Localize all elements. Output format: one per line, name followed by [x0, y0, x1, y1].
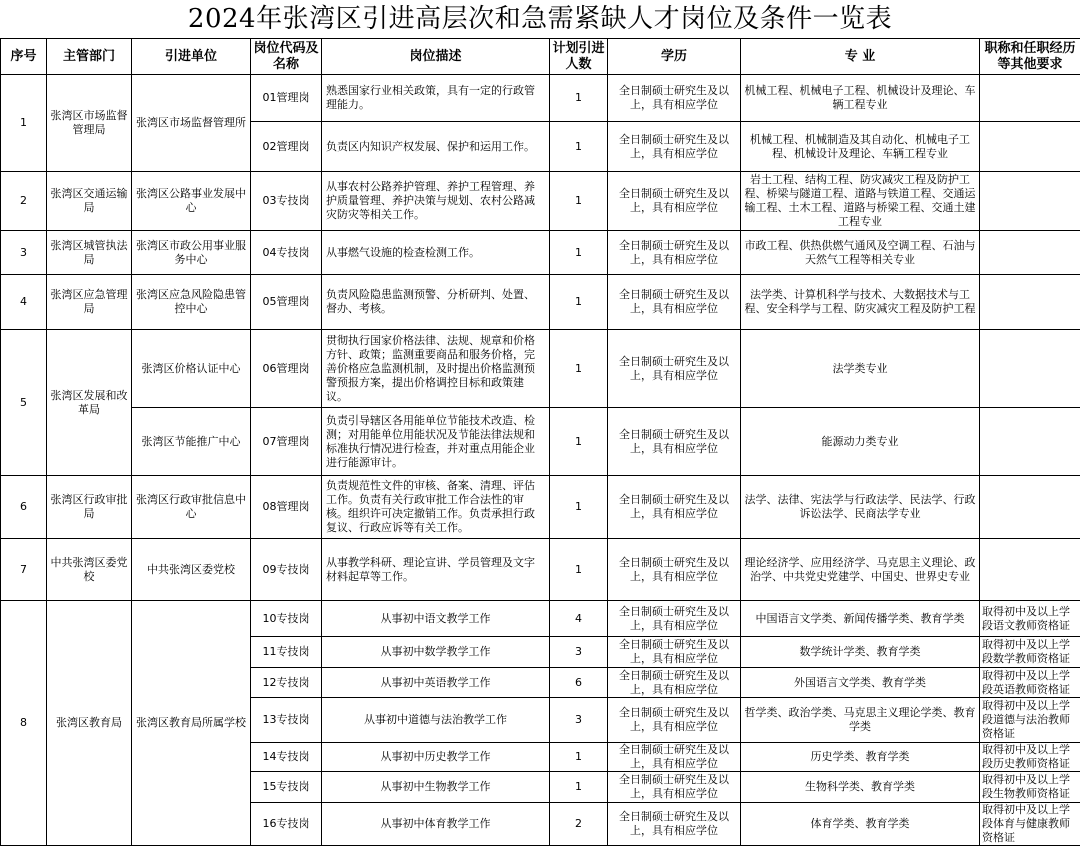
- desc-cell: 从事教学科研、理论宣讲、学员管理及文字材料起草等工作。: [322, 539, 550, 601]
- desc-cell: 从事初中道德与法治教学工作: [322, 698, 550, 743]
- edu-cell: 全日制硕士研究生及以上，具有相应学位: [608, 476, 741, 539]
- req-cell: [980, 275, 1080, 330]
- req-cell: 取得初中及以上学段生物教师资格证: [980, 772, 1080, 803]
- edu-cell: 全日制硕士研究生及以上，具有相应学位: [608, 231, 741, 275]
- col-header-dept: 主管部门: [47, 39, 132, 75]
- unit-cell: 张湾区市政公用事业服务中心: [132, 231, 251, 275]
- count-cell: 1: [550, 275, 608, 330]
- edu-cell: 全日制硕士研究生及以上，具有相应学位: [608, 172, 741, 231]
- post-cell: 13专技岗: [251, 698, 322, 743]
- count-cell: 1: [550, 330, 608, 408]
- major-cell: 市政工程、供热供燃气通风及空调工程、石油与天然气工程等相关专业: [741, 231, 980, 275]
- post-cell: 14专技岗: [251, 743, 322, 772]
- unit-cell: 张湾区节能推广中心: [132, 408, 251, 476]
- desc-cell: 负责区内知识产权发展、保护和运用工作。: [322, 122, 550, 172]
- count-cell: 4: [550, 601, 608, 637]
- major-cell: 机械工程、机械制造及其自动化、机械电子工程、机械设计及理论、车辆工程专业: [741, 122, 980, 172]
- table-row: [1, 231, 1080, 275]
- req-cell: 取得初中及以上学段语文教师资格证: [980, 601, 1080, 637]
- count-cell: 1: [550, 122, 608, 172]
- seq-cell: 7: [1, 539, 47, 601]
- seq-cell: 1: [1, 75, 47, 172]
- req-cell: 取得初中及以上学段道德与法治教师资格证: [980, 698, 1080, 743]
- desc-cell: 从事燃气设施的检查检测工作。: [322, 231, 550, 275]
- desc-cell: 负责风险隐患监测预警、分析研判、处置、督办、考核。: [322, 275, 550, 330]
- desc-cell: 贯彻执行国家价格法律、法规、规章和价格方针、政策；监测重要商品和服务价格，完善价格应急监测机制，及时提出价格监测预警预报方案，提出价格调控目标和政策建议。: [322, 330, 550, 408]
- dept-cell: 张湾区行政审批局: [47, 476, 132, 539]
- edu-cell: 全日制硕士研究生及以上，具有相应学位: [608, 601, 741, 637]
- edu-cell: 全日制硕士研究生及以上，具有相应学位: [608, 75, 741, 122]
- count-cell: 1: [550, 231, 608, 275]
- edu-cell: 全日制硕士研究生及以上，具有相应学位: [608, 803, 741, 846]
- req-cell: [980, 408, 1080, 476]
- edu-cell: 全日制硕士研究生及以上，具有相应学位: [608, 772, 741, 803]
- col-header-major: 专 业: [741, 39, 980, 75]
- post-cell: 12专技岗: [251, 668, 322, 698]
- unit-cell: 中共张湾区委党校: [132, 539, 251, 601]
- edu-cell: 全日制硕士研究生及以上，具有相应学位: [608, 408, 741, 476]
- count-cell: 3: [550, 698, 608, 743]
- dept-cell: 张湾区应急管理局: [47, 275, 132, 330]
- post-cell: 11专技岗: [251, 637, 322, 668]
- dept-cell: 中共张湾区委党校: [47, 539, 132, 601]
- count-cell: 1: [550, 743, 608, 772]
- table-row: [1, 330, 1080, 408]
- desc-cell: 从事初中历史教学工作: [322, 743, 550, 772]
- unit-cell: 张湾区行政审批信息中心: [132, 476, 251, 539]
- req-cell: [980, 122, 1080, 172]
- post-cell: 01管理岗: [251, 75, 322, 122]
- seq-cell: 6: [1, 476, 47, 539]
- major-cell: 生物科学类、教育学类: [741, 772, 980, 803]
- desc-cell: 负责规范性文件的审核、备案、清理、评估工作。负责有关行政审批工作合法性的审核。组织许可决定撤销工作。负责承担行政复议、行政应诉等有关工作。: [322, 476, 550, 539]
- count-cell: 1: [550, 539, 608, 601]
- desc-cell: 负责引导辖区各用能单位节能技术改造、检测；对用能单位用能状况及节能法律法规和标准执行情况进行检查，并对重点用能企业进行能源审计。: [322, 408, 550, 476]
- dept-cell: 张湾区教育局: [47, 601, 132, 846]
- table-row: [1, 601, 1080, 637]
- req-cell: [980, 330, 1080, 408]
- unit-cell: 张湾区应急风险隐患管控中心: [132, 275, 251, 330]
- dept-cell: 张湾区市场监督管理局: [47, 75, 132, 172]
- req-cell: [980, 75, 1080, 122]
- major-cell: 法学类专业: [741, 330, 980, 408]
- post-cell: 04专技岗: [251, 231, 322, 275]
- col-header-unit: 引进单位: [132, 39, 251, 75]
- edu-cell: 全日制硕士研究生及以上，具有相应学位: [608, 743, 741, 772]
- count-cell: 6: [550, 668, 608, 698]
- seq-cell: 4: [1, 275, 47, 330]
- major-cell: 法学、法律、宪法学与行政法学、民法学、行政诉讼法学、民商法学专业: [741, 476, 980, 539]
- seq-cell: 3: [1, 231, 47, 275]
- major-cell: 岩土工程、结构工程、防灾减灾工程及防护工程、桥梁与隧道工程、道路与铁道工程、交通运输工程、土木工程、道路与桥梁工程、交通土建工程专业: [741, 172, 980, 231]
- count-cell: 1: [550, 408, 608, 476]
- major-cell: 法学类、计算机科学与技术、大数据技术与工程、安全科学与工程、防灾减灾工程及防护工程: [741, 275, 980, 330]
- post-cell: 07管理岗: [251, 408, 322, 476]
- dept-cell: 张湾区城管执法局: [47, 231, 132, 275]
- post-cell: 05管理岗: [251, 275, 322, 330]
- col-header-edu: 学历: [608, 39, 741, 75]
- edu-cell: 全日制硕士研究生及以上，具有相应学位: [608, 122, 741, 172]
- unit-cell: 张湾区价格认证中心: [132, 330, 251, 408]
- col-header-post: 岗位代码及名称: [251, 39, 322, 75]
- desc-cell: 从事初中英语教学工作: [322, 668, 550, 698]
- major-cell: 机械工程、机械电子工程、机械设计及理论、车辆工程专业: [741, 75, 980, 122]
- col-header-seq: 序号: [1, 39, 47, 75]
- post-cell: 10专技岗: [251, 601, 322, 637]
- table-row: [1, 408, 1080, 476]
- seq-cell: 2: [1, 172, 47, 231]
- major-cell: 体育学类、教育学类: [741, 803, 980, 846]
- major-cell: 数学统计学类、教育学类: [741, 637, 980, 668]
- edu-cell: 全日制硕士研究生及以上，具有相应学位: [608, 330, 741, 408]
- unit-cell: 张湾区教育局所属学校: [132, 601, 251, 846]
- major-cell: 能源动力类专业: [741, 408, 980, 476]
- count-cell: 2: [550, 803, 608, 846]
- page-title: 2024年张湾区引进高层次和急需紧缺人才岗位及条件一览表: [187, 4, 893, 34]
- col-header-count: 计划引进人数: [550, 39, 608, 75]
- major-cell: 理论经济学、应用经济学、马克思主义理论、政治学、中共党史党建学、中国史、世界史专业: [741, 539, 980, 601]
- edu-cell: 全日制硕士研究生及以上，具有相应学位: [608, 275, 741, 330]
- count-cell: 1: [550, 75, 608, 122]
- major-cell: 哲学类、政治学类、马克思主义理论学类、教育学类: [741, 698, 980, 743]
- post-cell: 15专技岗: [251, 772, 322, 803]
- post-cell: 16专技岗: [251, 803, 322, 846]
- count-cell: 1: [550, 476, 608, 539]
- count-cell: 1: [550, 172, 608, 231]
- post-cell: 06管理岗: [251, 330, 322, 408]
- table-row: [1, 75, 1080, 122]
- req-cell: 取得初中及以上学段历史教师资格证: [980, 743, 1080, 772]
- count-cell: 3: [550, 637, 608, 668]
- positions-table: [0, 38, 1080, 846]
- req-cell: 取得初中及以上学段英语教师资格证: [980, 668, 1080, 698]
- major-cell: 外国语言文学类、教育学类: [741, 668, 980, 698]
- desc-cell: 熟悉国家行业相关政策，具有一定的行政管理能力。: [322, 75, 550, 122]
- unit-cell: 张湾区公路事业发展中心: [132, 172, 251, 231]
- edu-cell: 全日制硕士研究生及以上，具有相应学位: [608, 698, 741, 743]
- dept-cell: 张湾区交通运输局: [47, 172, 132, 231]
- req-cell: [980, 476, 1080, 539]
- desc-cell: 从事初中语文教学工作: [322, 601, 550, 637]
- req-cell: [980, 539, 1080, 601]
- desc-cell: 从事初中数学教学工作: [322, 637, 550, 668]
- desc-cell: 从事初中体育教学工作: [322, 803, 550, 846]
- req-cell: 取得初中及以上学段数学教师资格证: [980, 637, 1080, 668]
- edu-cell: 全日制硕士研究生及以上，具有相应学位: [608, 668, 741, 698]
- post-cell: 08管理岗: [251, 476, 322, 539]
- desc-cell: 从事初中生物教学工作: [322, 772, 550, 803]
- table-row: [1, 539, 1080, 601]
- seq-cell: 8: [1, 601, 47, 846]
- req-cell: 取得初中及以上学段体育与健康教师资格证: [980, 803, 1080, 846]
- table-row: [1, 275, 1080, 330]
- req-cell: [980, 172, 1080, 231]
- req-cell: [980, 231, 1080, 275]
- post-cell: 03专技岗: [251, 172, 322, 231]
- dept-cell: 张湾区发展和改革局: [47, 330, 132, 476]
- col-header-desc: 岗位描述: [322, 39, 550, 75]
- count-cell: 1: [550, 772, 608, 803]
- desc-cell: 从事农村公路养护管理、养护工程管理、养护质量管理、养护决策与规划、农村公路减灾防灾等相关工作。: [322, 172, 550, 231]
- post-cell: 09专技岗: [251, 539, 322, 601]
- col-header-req: 职称和任职经历等其他要求: [980, 39, 1080, 75]
- major-cell: 中国语言文学类、新闻传播学类、教育学类: [741, 601, 980, 637]
- header-row: [1, 39, 1080, 75]
- table-row: [1, 172, 1080, 231]
- seq-cell: 5: [1, 330, 47, 476]
- table-row: [1, 476, 1080, 539]
- major-cell: 历史学类、教育学类: [741, 743, 980, 772]
- edu-cell: 全日制硕士研究生及以上，具有相应学位: [608, 637, 741, 668]
- unit-cell: 张湾区市场监督管理所: [132, 75, 251, 172]
- post-cell: 02管理岗: [251, 122, 322, 172]
- edu-cell: 全日制硕士研究生及以上，具有相应学位: [608, 539, 741, 601]
